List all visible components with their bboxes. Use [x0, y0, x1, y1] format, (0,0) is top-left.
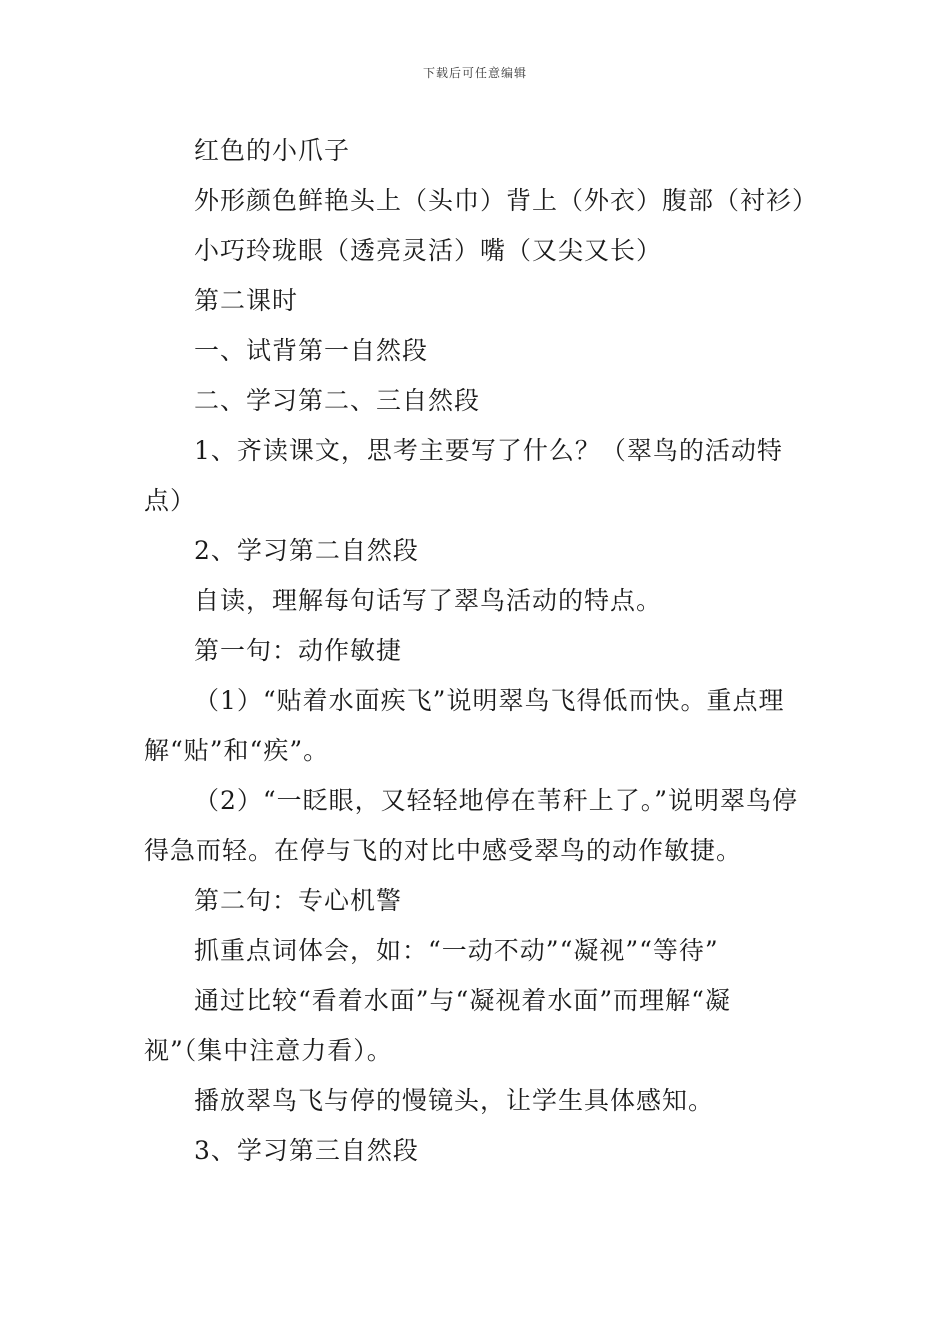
page-header: 下载后可任意编辑 — [422, 66, 527, 80]
paragraph: 自读，理解每句话写了翠鸟活动的特点。 — [194, 586, 663, 615]
paragraph: 第一句：动作敏捷 — [194, 636, 403, 665]
paragraph: 抓重点词体会，如：“一动不动”“凝视”“等待” — [194, 936, 719, 965]
paragraph: 小巧玲珑眼（透亮灵活）嘴（又尖又长） — [194, 236, 663, 265]
paragraph: 1、齐读课文，思考主要写了什么？（翠鸟的活动特点） — [144, 436, 783, 515]
paragraph: 播放翠鸟飞与停的慢镜头，让学生具体感知。 — [194, 1086, 715, 1115]
paragraph: 第二句：专心机警 — [194, 886, 403, 915]
paragraph: 通过比较“看着水面”与“凝视着水面”而理解“凝视”（集中注意力看）。 — [144, 986, 731, 1065]
paragraph: 二、学习第二、三自然段 — [194, 386, 481, 415]
paragraph: 2、学习第二自然段 — [194, 536, 419, 565]
document-body — [144, 126, 819, 1176]
paragraph: （2）“一眨眼，又轻轻地停在苇秆上了。”说明翠鸟停得急而轻。在停与飞的对比中感受翠鸟的动作敏捷。 — [144, 786, 798, 865]
paragraph: 外形颜色鲜艳头上（头巾）背上（外衣）腹部（衬衫） — [194, 186, 819, 215]
paragraph: 一、试背第一自然段 — [194, 336, 429, 365]
paragraph: （1）“贴着水面疾飞”说明翠鸟飞得低而快。重点理解“贴”和“疾”。 — [144, 686, 785, 765]
paragraph: 3、学习第三自然段 — [194, 1136, 419, 1165]
section-heading: 第二课时 — [194, 286, 299, 315]
paragraph: 红色的小爪子 — [194, 136, 351, 165]
